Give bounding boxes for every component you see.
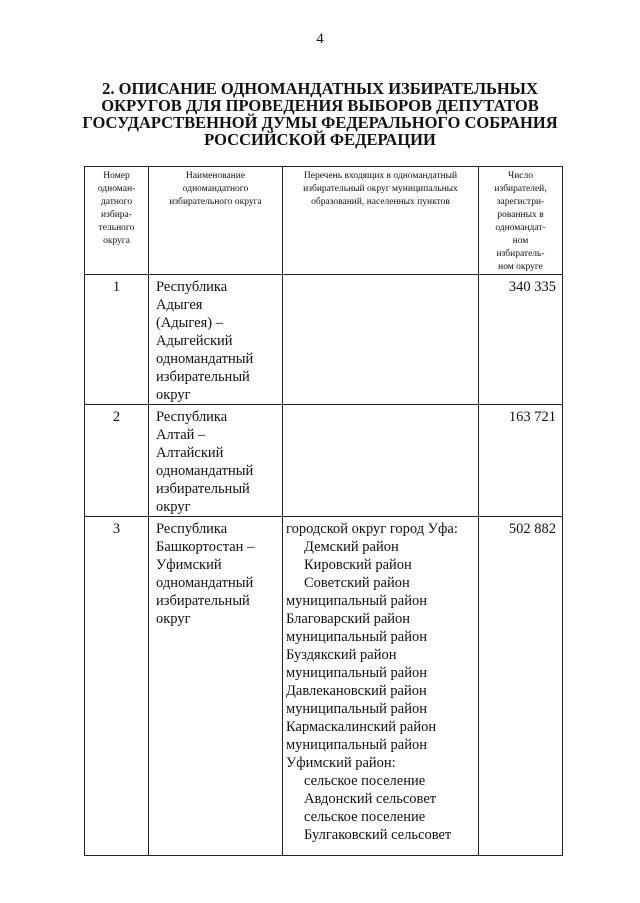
header-voters: Число избирателей, зарегистри- рованных в одномандат- ном избиратель- ном округе [479,167,563,275]
page-number: 4 [316,31,324,47]
territory-item: Кировский район [304,557,412,573]
territory-item: городской округ город Уфа: [286,521,458,537]
table-row [85,405,563,517]
section-heading [60,80,580,148]
district-voters: 340 335 [479,275,563,405]
district-territories [283,405,479,517]
heading-line: ОКРУГОВ ДЛЯ ПРОВЕДЕНИЯ ВЫБОРОВ ДЕПУТАТОВ [101,96,539,115]
territory-item: Благоварский район [286,611,411,627]
district-number: 2 [85,405,149,517]
district-name: Республика Башкортостан – Уфимский одномандатный избирательный округ [149,517,283,856]
territory-item: Демский район [304,539,399,555]
district-voters: 502 882 [479,517,563,856]
district-number: 1 [85,275,149,405]
header-name: Наименование одномандатного избирательного округа [149,167,283,275]
territory-item: Авдонский сельсовет [304,791,437,807]
territory-item: сельское поселение [304,773,426,789]
district-voters: 163 721 [479,405,563,517]
table-header-row [85,167,563,275]
territory-item: муниципальный район [286,665,427,681]
heading-line: ГОСУДАРСТВЕННОЙ ДУМЫ ФЕДЕРАЛЬНОГО СОБРАНИЯ [82,113,558,132]
territory-item: Буздякский район [286,647,397,663]
district-name: Республика Алтай – Алтайский одномандатный избирательный округ [149,405,283,517]
heading-line: РОССИЙСКОЙ ФЕДЕРАЦИИ [204,130,436,149]
district-territories [283,517,479,856]
district-name: Республика Адыгея (Адыгея) – Адыгейский одномандатный избирательный округ [149,275,283,405]
territory-item: Давлекановский район [286,683,427,699]
district-number: 3 [85,517,149,856]
territory-item: муниципальный район [286,737,427,753]
territory-item: муниципальный район [286,593,427,609]
table-row [85,275,563,405]
territory-item: Булгаковский сельсовет [304,827,452,843]
district-territories [283,275,479,405]
territory-item: муниципальный район [286,629,427,645]
territory-item: Кармаскалинский район [286,719,437,735]
header-list: Перечень входящих в одномандатный избирательный округ муниципальных образований, населенных пунктов [283,167,479,275]
territory-item: Уфимский район: [286,755,396,771]
heading-line: 2. ОПИСАНИЕ ОДНОМАНДАТНЫХ ИЗБИРАТЕЛЬНЫХ [102,79,538,98]
districts-table [84,166,563,856]
territory-item: муниципальный район [286,701,427,717]
header-number: Номер одноман- датного избира- тельного округа [85,167,149,275]
territory-item: Советский район [304,575,410,591]
territory-item: сельское поселение [304,809,426,825]
table-row [85,517,563,856]
